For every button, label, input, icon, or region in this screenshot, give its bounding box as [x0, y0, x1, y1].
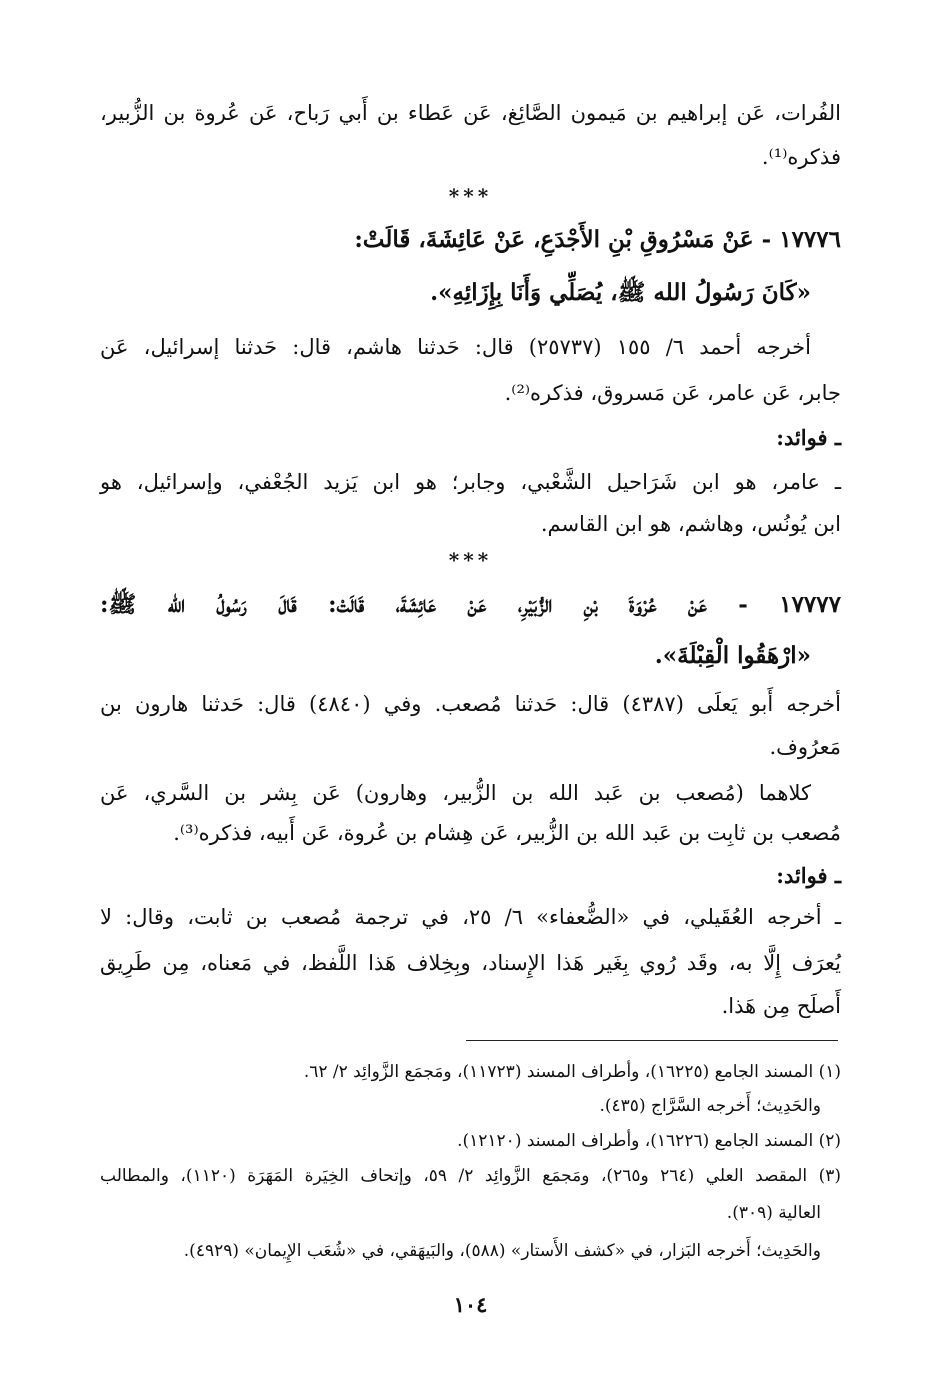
footnote-3-note: والحَدِيث؛ أَخرجه البَزار، في «كشف الأَستار» (٥٨٨)، والبَيهَقي، في «شُعَب الإِيمان» (٤٩٢٩).: [183, 1241, 821, 1261]
section-separator: ***: [448, 184, 493, 208]
footnote-1-continued: والحَدِيث؛ أَخرجه السَّرَّاج (٤٣٥).: [599, 1096, 821, 1116]
hadith-text: «ارْهَقُوا الْقِبْلَةَ».: [654, 642, 811, 669]
text-line: مَعرُوف.: [769, 735, 841, 759]
section-separator: ***: [448, 548, 493, 572]
hadith-heading: ١٧٧٧٧ - عَنْ عُرْوَةَ بْنِ الزُّبَيْرِ، عَنْ عَائِشَةَ، قَالَتْ: قَالَ رَسُولُ الله ﷺ:: [100, 591, 841, 618]
footnote-3: (٣) المقصد العلي (٢٦٤ و٢٦٥)، ومَجمَع الزَّوائِد ٢/ ٥٩، وإتحاف الخِيَرة المَهَرَة (١١٢٠)، والمطالب: [100, 1166, 841, 1186]
hadith-text: «كَانَ رَسُولُ الله ﷺ، يُصَلِّي وَأَنَا بِإِزَائِهِ».: [430, 279, 811, 306]
text-line: يُعرَف إِلَّا به، وقَد رُوي بِغَير هَذا الإِسناد، وبِخِلاف هَذا اللَّفظ، في مَعناه، مِن طَرِيق: [100, 951, 842, 975]
text-line: ـ عامر، هو ابن شَرَاحيل الشَّعْبي، وجابر؛ هو ابن يَزيد الجُعْفي، وإسرائيل، هو: [100, 470, 841, 494]
benefits-heading: ـ فوائد:: [776, 863, 841, 888]
text-line: أخرجه أحمد ٦/ ١٥٥ (٢٥٧٣٧) قال: حَدثنا هاشم، قال: حَدثنا إسرائيل، عَن: [100, 335, 811, 359]
page-number: ١٠٤: [453, 1292, 488, 1317]
benefits-heading: ـ فوائد:: [776, 425, 841, 450]
text-line: فذكره⁽¹⁾.: [761, 145, 841, 169]
text-line: جابر، عَن عامر، عَن مَسروق، فذكره⁽²⁾.: [504, 381, 841, 405]
text-line: كلاهما (مُصعب بن عَبد الله بن الزُّبير، وهارون) عَن بِشر بن السَّري، عَن: [100, 781, 811, 805]
text-line: الفُرات، عَن إبراهيم بن مَيمون الصَّائِغ، عَن عَطاء بن أَبي رَباح، عَن عُروة بن الزُّبير،: [100, 101, 841, 125]
text-line: ـ أخرجه العُقَيلي، في «الضُّعفاء» ٦/ ٢٥، في ترجمة مُصعب بن ثابت، وقال: لا: [100, 905, 841, 929]
text-line: أخرجه أَبو يَعلَى (٤٣٨٧) قال: حَدثنا مُصعب. وفي (٤٨٤٠) قال: حَدثنا هارون بن: [100, 692, 842, 716]
footnote-1: (١) المسند الجامع (١٦٢٢٥)، وأطراف المسند (١١٧٢٣)، ومَجمَع الزَّوائِد ٢/ ٦٢.: [303, 1062, 841, 1082]
text-line: أَصلَح مِن هَذا.: [721, 994, 841, 1018]
footnote-separator: [466, 1040, 838, 1041]
footnote-3-continued: العالية (٣٠٩).: [726, 1203, 821, 1223]
hadith-heading: ١٧٧٧٦ - عَنْ مَسْرُوقِ بْنِ الأَجْدَعِ، عَنْ عَائِشَةَ، قَالَتْ:: [354, 226, 841, 253]
text-line: ابن يُونُس، وهاشم، هو ابن القاسم.: [540, 512, 841, 536]
footnote-2: (٢) المسند الجامع (١٦٢٢٦)، وأطراف المسند (١٢١٢٠).: [457, 1131, 841, 1151]
text-line: مُصعب بن ثابِت بن عَبد الله بن الزُّبير، عَن هِشام بن عُروة، عَن أَبيه، فذكره⁽³⁾.: [173, 821, 841, 845]
